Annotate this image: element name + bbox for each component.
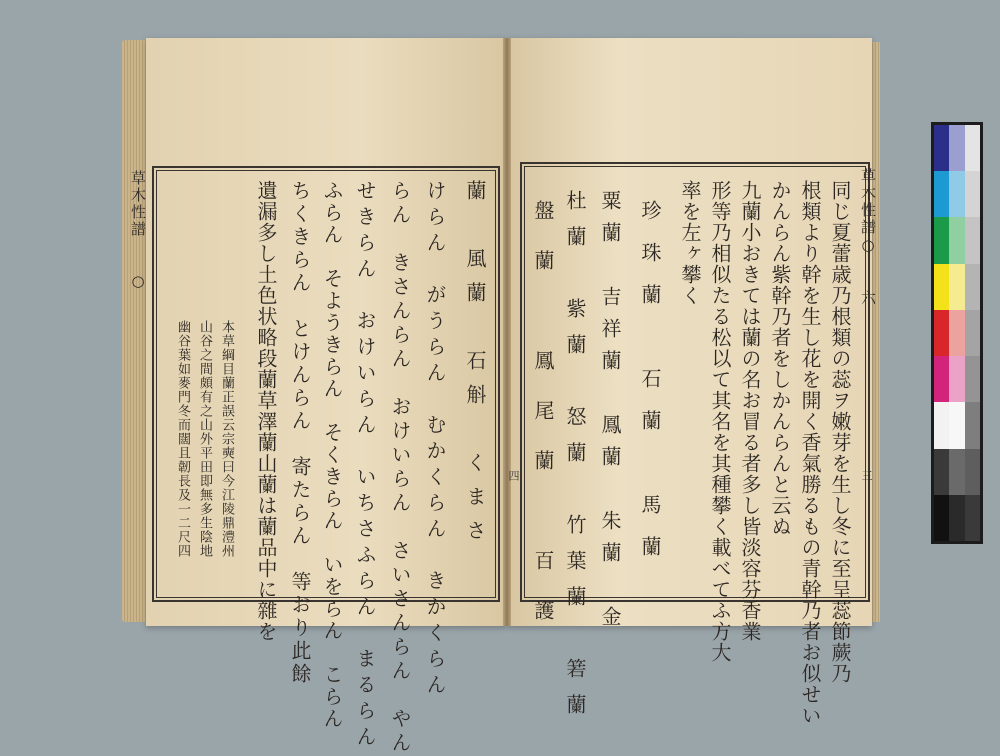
right-text-column: かんらん紫幹乃者をしかんらんと云ぬ <box>768 180 792 537</box>
color-swatch <box>934 217 949 263</box>
color-swatch <box>965 217 980 263</box>
color-swatch-row <box>934 217 980 263</box>
color-swatch-row <box>934 356 980 402</box>
right-text-column: 形等乃相似たる松以て其名を其種攀く載べてふ方大 <box>708 180 732 663</box>
color-swatch <box>949 171 964 217</box>
left-text-column: ふらん そようきらん そくきらん いをらん こらん <box>320 180 344 730</box>
color-swatch-row <box>934 125 980 171</box>
left-text-column: 遺漏多し土色状略段蘭草澤蘭山蘭は蘭品中に雜を <box>254 180 278 642</box>
color-swatch <box>949 356 964 402</box>
color-swatch-row <box>934 449 980 495</box>
color-swatch <box>934 264 949 310</box>
right-text-column: 粟蘭 吉祥蘭 鳳蘭 朱蘭 金 <box>598 190 622 638</box>
right-text-column: 同じ夏蕾歳乃根類の蕊ヲ嫩芽を生し冬に至呈蕊節蕨乃 <box>828 180 852 684</box>
left-text-column: けらん がうらん むかくらん きかくらん <box>423 180 447 700</box>
color-swatch <box>934 171 949 217</box>
left-folio: 四 <box>507 470 520 481</box>
right-text-column: 率を左ヶ攀く <box>678 180 702 306</box>
left-note-column: 山谷之間頗有之山外平田即無多生陰地 <box>197 320 212 558</box>
color-swatch <box>934 125 949 171</box>
color-swatch <box>934 402 949 448</box>
color-swatch <box>949 449 964 495</box>
color-swatch <box>965 449 980 495</box>
color-swatch-row <box>934 495 980 541</box>
book-gutter <box>503 38 511 626</box>
color-swatch-row <box>934 171 980 217</box>
left-text-column: 蘭 風蘭 石斛 くまさ <box>463 180 487 554</box>
color-swatch <box>965 356 980 402</box>
color-swatch <box>965 264 980 310</box>
right-text-column: 珍珠蘭 石蘭 馬蘭 <box>638 200 662 578</box>
color-swatch <box>934 310 949 356</box>
right-text-column: 杜蘭 紫蘭 怒蘭 竹葉蘭 箬蘭 <box>563 190 587 730</box>
right-text-column: 九蘭小おきては蘭の名お冒る者多し皆淡容芬香業 <box>738 180 762 642</box>
color-swatch <box>934 356 949 402</box>
left-text-column: らん きさんらん おけいらん さいさんらん やん <box>388 180 412 756</box>
color-swatch <box>949 125 964 171</box>
left-note-column: 本草綱目蘭正誤云宗奭曰今江陵鼎澧州 <box>219 320 234 558</box>
color-swatch-row <box>934 264 980 310</box>
color-swatch <box>949 310 964 356</box>
color-swatch <box>949 264 964 310</box>
right-margin-title: 草木性譜○ 六 <box>859 168 877 307</box>
color-swatch <box>934 495 949 541</box>
color-swatch-row <box>934 402 980 448</box>
color-swatch <box>965 171 980 217</box>
color-calibration-chart <box>931 122 983 544</box>
left-text-column: せきらん おけいらん いちさふらん まるらん <box>353 180 377 752</box>
right-folio: 三 <box>860 470 873 481</box>
left-note-column: 幽谷葉如麥門冬而闊且韌長及一二尺四 <box>175 320 190 558</box>
color-swatch <box>965 125 980 171</box>
color-swatch-row <box>934 310 980 356</box>
color-swatch <box>949 402 964 448</box>
color-swatch <box>949 217 964 263</box>
color-swatch <box>934 449 949 495</box>
left-margin-title: 草木性譜 ○ <box>129 170 147 292</box>
color-swatch <box>965 310 980 356</box>
right-text-column: 盤蘭 鳳尾蘭 百護 <box>531 200 555 650</box>
color-swatch <box>965 495 980 541</box>
color-swatch <box>965 402 980 448</box>
left-text-column: ちくきらん とけんらん 寄たらん 等おり此餘 <box>288 180 312 686</box>
right-text-column: 根類より幹を生し花を開く香氣勝るもの青幹乃者お似せい <box>798 180 822 726</box>
color-swatch <box>949 495 964 541</box>
